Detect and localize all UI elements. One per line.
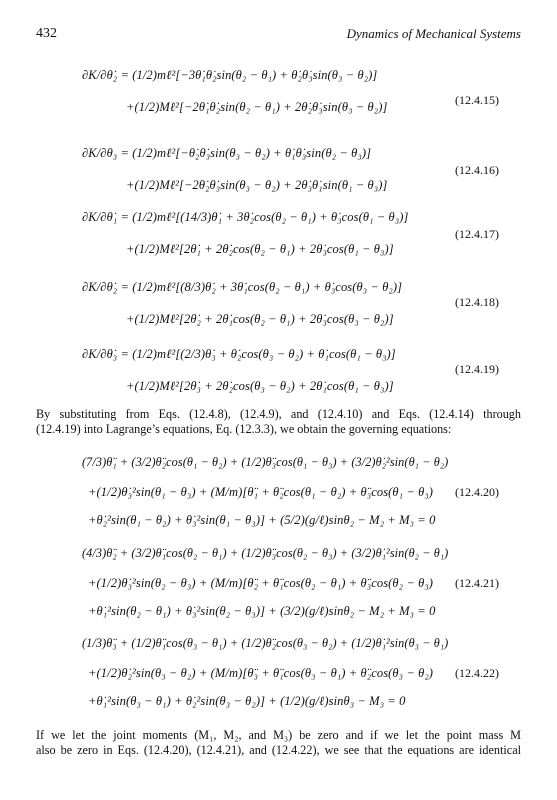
equation-number: (12.4.19) xyxy=(455,362,499,376)
equation-number: (12.4.18) xyxy=(455,295,499,309)
equation-line: ∂K/∂θ̇₂ = (1/2)mℓ²[(8/3)θ̇₂ + 3θ̇₁cos(θ₂ − θ₁) + θ̇₃cos(θ₃ − θ₂)] xyxy=(82,280,403,294)
equation-line: (7/3)θ̈₁ + (3/2)θ̈₂cos(θ₁ − θ₂) + (1/2)θ̈₃cos(θ₁ − θ₃) + (3/2)θ̇₂²sin(θ₁ − θ₂) xyxy=(82,455,449,469)
equation-line: (4/3)θ̈₂ + (3/2)θ̈₁cos(θ₂ − θ₁) + (1/2)θ̈₃cos(θ₂ − θ₃) + (3/2)θ̇₁²sin(θ₂ − θ₁) xyxy=(82,546,449,560)
equation-line: +(1/2)Mℓ²[2θ̇₃ + 2θ̇₂cos(θ₃ − θ₂) + 2θ̇₁cos(θ₁ − θ₃)] xyxy=(126,379,394,393)
page-number: 432 xyxy=(36,26,57,41)
equation-line: +θ̇₂²sin(θ₁ − θ₂) + θ̇₃²sin(θ₁ − θ₃)] + (5/2)(g/ℓ)sinθ₂ − M₂ + M₃ = 0 xyxy=(88,513,436,527)
paragraph-line: also be zero in Eqs. (12.4.20), (12.4.21), and (12.4.22), we see that the equations are identical xyxy=(36,743,521,757)
equation-line: ∂K/∂θ̇₂ = (1/2)mℓ²[−3θ̇₁θ̇₂sin(θ₂ − θ₁) + θ̇₂θ̇₃sin(θ₃ − θ₂)] xyxy=(82,68,378,82)
equation-line: +(1/2)Mℓ²[−2θ̇₂θ̇₃sin(θ₃ − θ₂) + 2θ̇₃θ̇₁sin(θ₁ − θ₃)] xyxy=(126,178,388,192)
equation-line: (1/3)θ̈₃ + (1/2)θ̈₁cos(θ₃ − θ₁) + (1/2)θ̈₂cos(θ₃ − θ₂) + (1/2)θ̇₁²sin(θ₃ − θ₁) xyxy=(82,636,449,650)
paragraph-line: By substituting from Eqs. (12.4.8), (12.4.9), and (12.4.10) and Eqs. (12.4.14) through xyxy=(36,407,521,421)
paragraph-line: (12.4.19) into Lagrange’s equations, Eq. (12.3.3), we obtain the governing equations: xyxy=(36,422,452,436)
equation-line: +θ̇₁²sin(θ₂ − θ₁) + θ̇₃²sin(θ₂ − θ₃)] + (3/2)(g/ℓ)sinθ₂ − M₂ + M₃ = 0 xyxy=(88,604,436,618)
equation-line: +θ̇₁²sin(θ₃ − θ₁) + θ̇₂²sin(θ₃ − θ₂)] + (1/2)(g/ℓ)sinθ₃ − M₃ = 0 xyxy=(88,694,406,708)
equation-line: +(1/2)Mℓ²[−2θ̇₁θ̇₂sin(θ₂ − θ₁) + 2θ̇₂θ̇₃sin(θ₃ − θ₂)] xyxy=(126,100,388,114)
equation-number: (12.4.20) xyxy=(455,485,499,499)
equation-number: (12.4.15) xyxy=(455,93,499,107)
running-title: Dynamics of Mechanical Systems xyxy=(346,26,521,41)
equation-number: (12.4.22) xyxy=(455,666,499,680)
body-paragraph xyxy=(36,728,521,758)
body-paragraph xyxy=(36,407,521,437)
equation-line: ∂K/∂θ̇₁ = (1/2)mℓ²[(14/3)θ̇₁ + 3θ̇₂cos(θ₂ − θ₁) + θ̇₃cos(θ₁ − θ₃)] xyxy=(82,210,409,224)
equation-line: ∂K/∂θ̇₃ = (1/2)mℓ²[(2/3)θ̇₃ + θ̇₂cos(θ₃ − θ₂) + θ̇₁cos(θ₁ − θ₃)] xyxy=(82,347,396,361)
equation-line: +(1/2)θ̇₂²sin(θ₃ − θ₂) + (M/m)[θ̈₃ + θ̈₁cos(θ₃ − θ₁) + θ̈₂cos(θ₃ − θ₂) xyxy=(88,666,434,680)
equation-line: +(1/2)θ̇₃²sin(θ₂ − θ₃) + (M/m)[θ̈₂ + θ̈₁cos(θ₂ − θ₁) + θ̈₃cos(θ₂ − θ₃) xyxy=(88,576,434,590)
page-header xyxy=(36,26,521,46)
equation-line: +(1/2)Mℓ²[2θ̇₁ + 2θ̇₂cos(θ₂ − θ₁) + 2θ̇₃cos(θ₁ − θ₃)] xyxy=(126,242,394,256)
equation-line: +(1/2)Mℓ²[2θ̇₂ + 2θ̇₁cos(θ₂ − θ₁) + 2θ̇₃cos(θ₃ − θ₂)] xyxy=(126,312,394,326)
equation-number: (12.4.17) xyxy=(455,227,499,241)
equation-number: (12.4.21) xyxy=(455,576,499,590)
equation-number: (12.4.16) xyxy=(455,163,499,177)
paragraph-line: If we let the joint moments (M₁, M₂, and M₃) be zero and if we let the point mass M xyxy=(36,728,521,742)
equation-line: ∂K/∂θ₃ = (1/2)mℓ²[−θ̇₂θ̇₃sin(θ₃ − θ₂) + θ̇₁θ̇₃sin(θ₂ − θ₃)] xyxy=(82,146,372,160)
equation-line: +(1/2)θ̇₃²sin(θ₁ − θ₃) + (M/m)[θ̈₁ + θ̈₂cos(θ₁ − θ₂) + θ̈₃cos(θ₁ − θ₃) xyxy=(88,485,434,499)
